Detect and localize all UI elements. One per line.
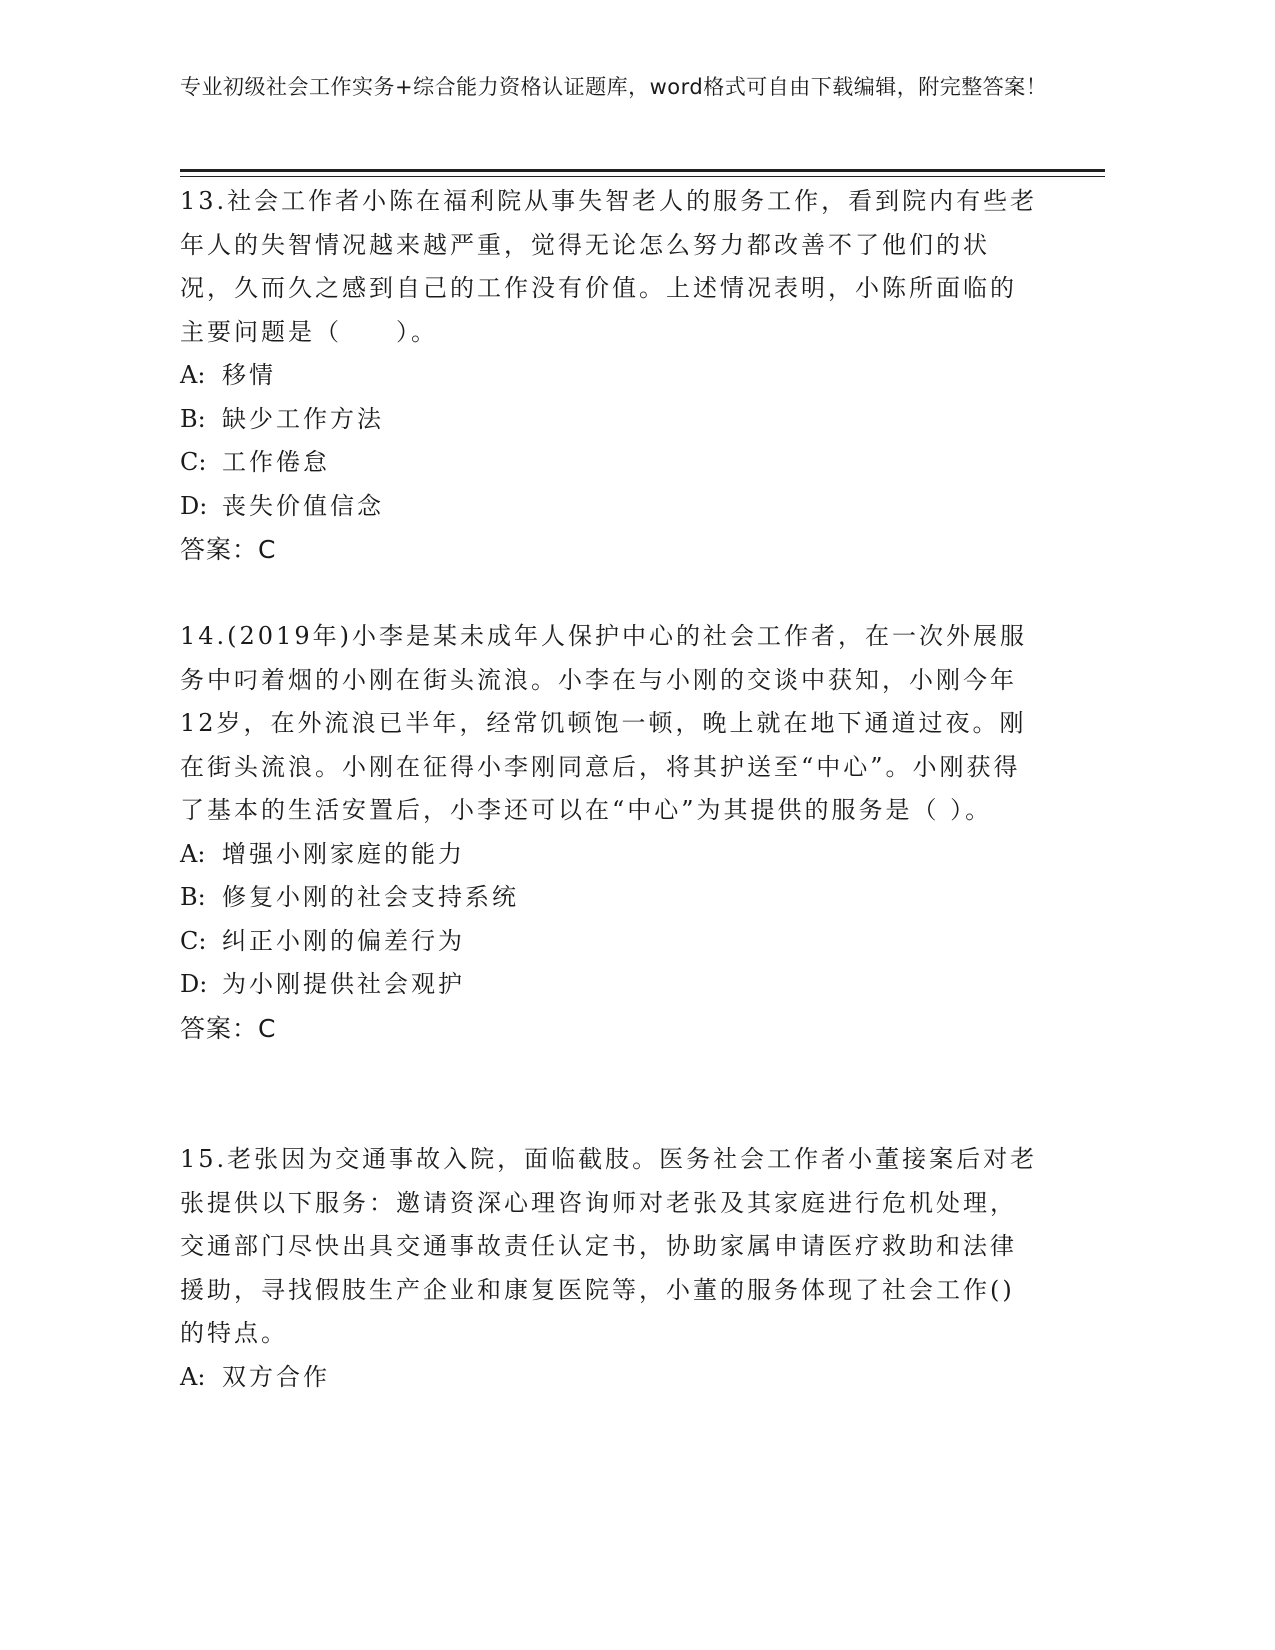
option-letter: B: bbox=[180, 883, 206, 911]
option-letter: C: bbox=[180, 926, 207, 955]
option-d bbox=[180, 963, 1040, 1007]
question-13 bbox=[180, 180, 1040, 572]
option-c bbox=[180, 920, 1040, 964]
option-c bbox=[180, 441, 1040, 485]
question-stem: 13.社会工作者小陈在福利院从事失智老人的服务工作，看到院内有些老年人的失智情况越来越严重，觉得无论怎么努力都改善不了他们的状况，久而久之感到自己的工作没有价值。上述情况表明，小陈所面临的主要问题是（ ）。 bbox=[180, 187, 1038, 346]
answer-line: 答案：C bbox=[180, 1013, 277, 1043]
option-letter: D: bbox=[180, 491, 208, 520]
header-divider-thin bbox=[180, 176, 1105, 177]
option-text: 缺少工作方法 bbox=[222, 404, 384, 433]
option-d bbox=[180, 485, 1040, 529]
option-letter: A: bbox=[180, 361, 206, 389]
option-b bbox=[180, 398, 1040, 442]
option-text: 移情 bbox=[222, 361, 276, 389]
option-text: 修复小刚的社会支持系统 bbox=[222, 883, 519, 911]
option-b bbox=[180, 876, 1040, 920]
option-text: 纠正小刚的偏差行为 bbox=[222, 926, 465, 955]
header-divider-thick bbox=[180, 169, 1105, 172]
option-text: 双方合作 bbox=[222, 1362, 330, 1391]
option-text: 工作倦怠 bbox=[222, 448, 330, 476]
answer-line: 答案：C bbox=[180, 535, 277, 564]
option-a bbox=[180, 833, 1040, 877]
option-letter: D: bbox=[180, 970, 208, 998]
option-a bbox=[180, 1356, 1040, 1400]
option-letter: C: bbox=[180, 448, 207, 476]
question-15 bbox=[180, 1138, 1040, 1399]
option-letter: B: bbox=[180, 404, 206, 433]
question-stem: 15.老张因为交通事故入院，面临截肢。医务社会工作者小董接案后对老张提供以下服务：邀请资深心理咨询师对老张及其家庭进行危机处理，交通部门尽快出具交通事故责任认定书，协助家属申请医疗救助和法律援助，寻找假肢生产企业和康复医院等，小董的服务体现了社会工作()的特点。 bbox=[180, 1145, 1038, 1347]
option-text: 丧失价值信念 bbox=[222, 491, 384, 520]
option-text: 增强小刚家庭的能力 bbox=[222, 839, 465, 868]
option-letter: A: bbox=[180, 839, 206, 868]
option-letter: A: bbox=[180, 1362, 206, 1391]
question-14 bbox=[180, 615, 1040, 1050]
option-a bbox=[180, 354, 1040, 398]
option-text: 为小刚提供社会观护 bbox=[222, 970, 465, 998]
question-stem: 14.(2019年)小李是某未成年人保护中心的社会工作者，在一次外展服务中叼着烟的小刚在街头流浪。小李在与小刚的交谈中获知，小刚今年12岁，在外流浪已半年，经常饥顿饱一顿，晚上就在地下通道过夜。刚在街头流浪。小刚在征得小李刚同意后，将其护送至“中心”。小刚获得了基本的生活安置后，小李还可以在“中心”为其提供的服务是（ ）。 bbox=[180, 622, 1027, 824]
document-header: 专业初级社会工作实务+综合能力资格认证题库，word格式可自由下载编辑，附完整答案！ bbox=[180, 75, 1048, 99]
